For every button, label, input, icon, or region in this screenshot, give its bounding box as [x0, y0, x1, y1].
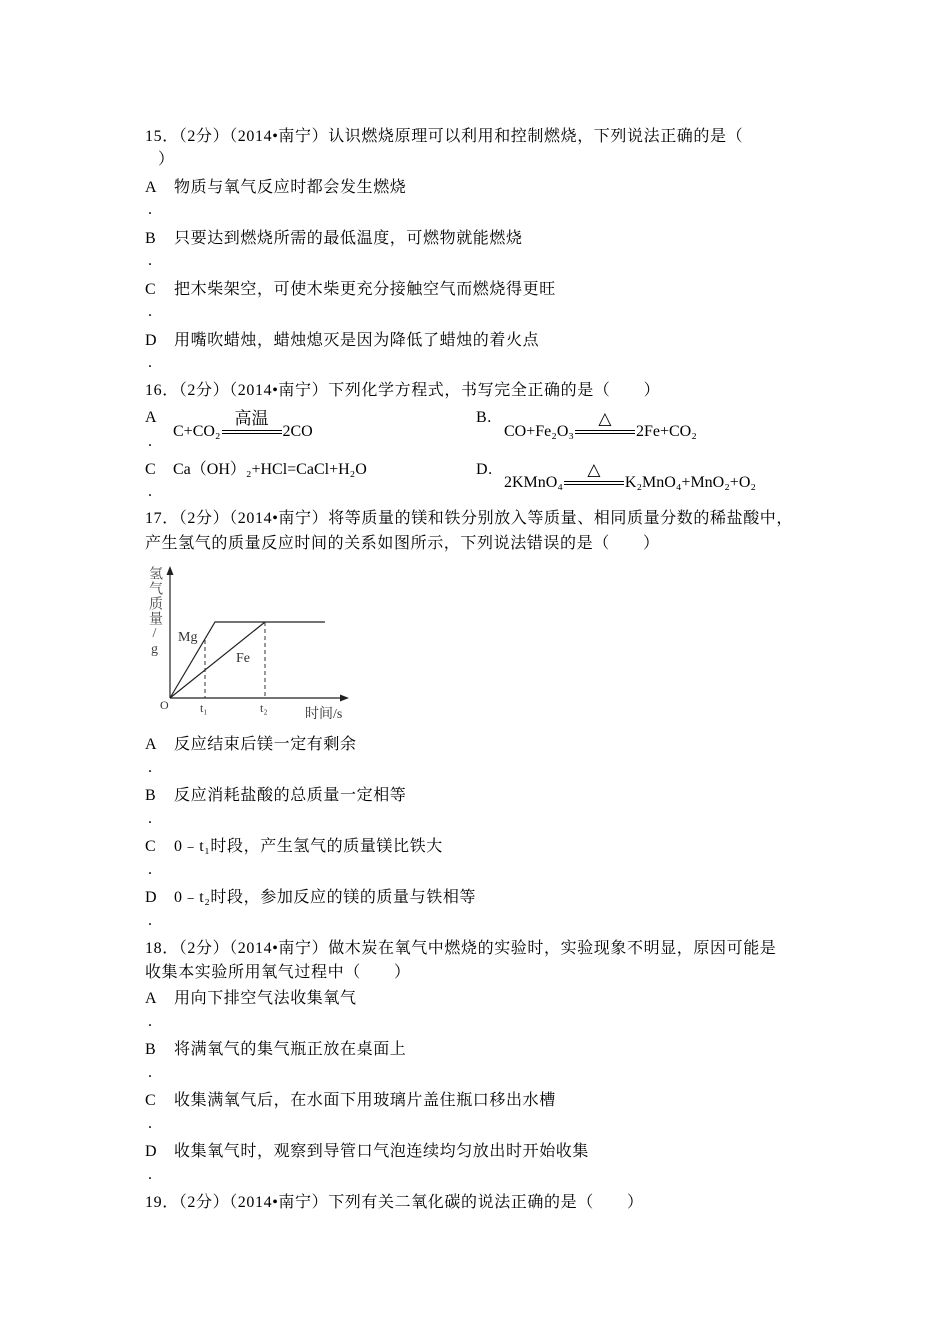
- mg-series-label: Mg: [178, 630, 198, 645]
- x-axis-label: 时间/s: [305, 707, 343, 722]
- q15-option-a-dot: .: [148, 201, 153, 218]
- q17-stem-line-2: 产生氢气的质量反应时间的关系如图所示，下列说法错误的是（ ）: [145, 535, 660, 552]
- q16-option-b-equation: [504, 409, 697, 442]
- fe-series-label: Fe: [236, 651, 250, 666]
- q17-option-a-letter: A: [145, 736, 158, 753]
- q18-option-d-text: 收集氧气时，观察到导管口气泡连续均匀放出时开始收集: [174, 1143, 590, 1160]
- q16-option-c-equation: Ca（OH）₂+HCl=CaCl+H₂O: [173, 461, 367, 478]
- q17-option-d-text: 0﹣t₂时段，参加反应的镁的质量与铁相等: [174, 889, 477, 906]
- q16-option-c-dot: .: [148, 483, 153, 500]
- q16-option-d-reaction-sign: [564, 460, 624, 485]
- q18-option-c-letter: C: [145, 1092, 157, 1109]
- q16-option-a-letter: A: [145, 409, 158, 426]
- q16-stem: 16．（2分）（2014•南宁）下列化学方程式，书写完全正确的是（ ）: [145, 382, 661, 399]
- q18-option-d-letter: D: [145, 1143, 158, 1160]
- q18-stem-line-2: 收集本实验所用氧气过程中（ ）: [145, 964, 411, 981]
- q17-option-d-dot: .: [148, 912, 153, 929]
- q16-option-b-letter: B.: [476, 409, 492, 426]
- q18-option-b-text: 将满氧气的集气瓶正放在桌面上: [174, 1041, 407, 1058]
- q15-option-c-dot: .: [148, 303, 153, 320]
- q18-option-b-letter: B: [145, 1041, 157, 1058]
- q15-option-a-text: 物质与氧气反应时都会发生燃烧: [174, 179, 407, 196]
- q18-stem-line-1: 18．（2分）（2014•南宁）做木炭在氧气中燃烧的实验时，实验现象不明显，原因可能是: [145, 940, 777, 957]
- q17-hydrogen-mass-time-graph: [145, 563, 355, 725]
- q16-option-b-reactants: CO+Fe₂O₃: [504, 423, 574, 440]
- t1-tick-label: t₁: [200, 701, 208, 715]
- q18-option-a-text: 用向下排空气法收集氧气: [174, 990, 357, 1007]
- q18-option-a-letter: A: [145, 990, 158, 1007]
- q18-option-a-dot: .: [148, 1013, 153, 1030]
- q16-option-b-products: 2Fe+CO₂: [635, 423, 697, 440]
- q15-option-b-letter: B: [145, 230, 157, 247]
- q15-option-d-dot: .: [148, 354, 153, 371]
- q15-option-d-letter: D: [145, 332, 158, 349]
- q18-option-d-dot: .: [148, 1166, 153, 1183]
- q16-option-d-products: K₂MnO₄+MnO₂+O₂: [624, 474, 756, 491]
- q17-option-a-text: 反应结束后镁一定有剩余: [174, 736, 357, 753]
- q16-option-a-equation: [173, 409, 313, 442]
- q15-stem-end: ）: [158, 151, 175, 168]
- q17-option-a-dot: .: [148, 759, 153, 776]
- q15-option-c-text: 把木柴架空，可使木柴更充分接触空气而燃烧得更旺: [174, 281, 556, 298]
- q16-option-d-heat-triangle-icon: △: [587, 460, 601, 481]
- q17-option-b-letter: B: [145, 787, 157, 804]
- q16-option-a-reaction-sign: [222, 409, 282, 434]
- y-axis-arrow-icon: [167, 566, 174, 575]
- q16-option-d-reactants: 2KMnO₄: [504, 474, 563, 491]
- q17-option-b-text: 反应消耗盐酸的总质量一定相等: [174, 787, 407, 804]
- q16-option-a-products: 2CO: [282, 423, 313, 440]
- q17-option-b-dot: .: [148, 810, 153, 827]
- q15-option-b-dot: .: [148, 252, 153, 269]
- q17-option-c-dot: .: [148, 861, 153, 878]
- x-axis-arrow-icon: [340, 695, 349, 702]
- q16-option-b-reaction-sign: [575, 409, 635, 434]
- q16-option-d-equation: [504, 460, 756, 493]
- q15-stem: 15．（2分）（2014•南宁）认识燃烧原理可以利用和控制燃烧，下列说法正确的是（: [145, 128, 744, 145]
- q16-option-b-heat-triangle-icon: △: [598, 409, 612, 430]
- q15-option-b-text: 只要达到燃烧所需的最低温度，可燃物就能燃烧: [174, 230, 523, 247]
- q17-stem-line-1: 17．（2分）（2014•南宁）将等质量的镁和铁分别放入等质量、相同质量分数的稀盐酸中，: [145, 510, 794, 527]
- q16-option-a-reactants: C+CO₂: [173, 423, 221, 440]
- q17-option-c-letter: C: [145, 838, 157, 855]
- q19-stem: 19．（2分）（2014•南宁）下列有关二氧化碳的说法正确的是（ ）: [145, 1194, 644, 1211]
- q16-option-d-letter: D.: [476, 461, 493, 478]
- q18-option-c-dot: .: [148, 1115, 153, 1132]
- q17-figure-y-axis-label: 氢气质量/g: [147, 566, 162, 658]
- q15-option-c-letter: C: [145, 281, 157, 298]
- q16-option-c-letter: C: [145, 461, 157, 478]
- origin-label: O: [160, 698, 169, 712]
- q15-option-d-text: 用嘴吹蜡烛，蜡烛熄灭是因为降低了蜡烛的着火点: [174, 332, 540, 349]
- t2-tick-label: t₂: [260, 701, 268, 715]
- q17-option-c-text: 0﹣t₁时段，产生氢气的质量镁比铁大: [174, 838, 443, 855]
- q16-option-a-dot: .: [148, 433, 153, 450]
- q18-option-b-dot: .: [148, 1064, 153, 1081]
- q16-option-a-condition: 高温: [234, 409, 269, 430]
- q18-option-c-text: 收集满氧气后，在水面下用玻璃片盖住瓶口移出水槽: [174, 1092, 556, 1109]
- q15-option-a-letter: A: [145, 179, 158, 196]
- q17-option-d-letter: D: [145, 889, 158, 906]
